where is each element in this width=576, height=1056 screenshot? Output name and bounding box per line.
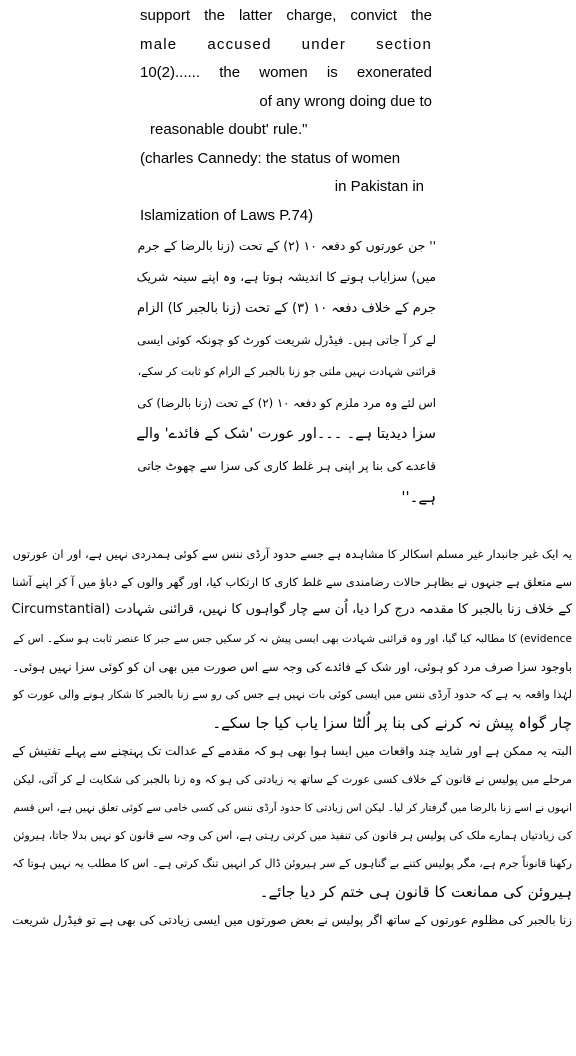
- urdu-quote-line: اس لئے وہ مرد ملزم کو دفعہ ۱۰ (۲) کے تحت (زنا بالرضا) کی: [137, 395, 436, 410]
- urdu-quote-line: جرم کے خلاف دفعہ ۱۰ (۳) کے تحت (زنا بالجبر کا) الزام: [137, 301, 436, 316]
- citation-line: in Pakistan in: [334, 178, 424, 195]
- urdu-quote-line: '' جن عورتوں کو دفعہ ۱۰ (۲) کے تحت (زنا بالرضا کے جرم: [137, 238, 436, 253]
- body-line: رکھنا قانوناً جرم ہے، مگر پولیس کتنے بے گناہوں کے سر ہیروئن ڈال کر انہیں تنگ کرتی ہے۔ اس کا مطلب یہ نہیں ہوتا کہ: [12, 857, 572, 871]
- body-line: کی زیادتیاں ہمارے ملک کی پولیس ہر قانون کی تنفیذ میں کرتی رہتی ہے، اس کی وجہ سے قانون کو نہیں بدلا جاتا، ہیروئن: [13, 828, 572, 842]
- urdu-quote-line: سزا دیدیتا ہے۔ ۔۔۔اور عورت 'شک کے فائدے' والے: [136, 426, 436, 442]
- body-line: سے متعلق ہے جنہوں نے بظاہر حالات رضامندی سے غلط کاری کا ارتکاب کیا، اور گھر والوں کے دباؤ میں آ کر اپنے آشنا: [12, 575, 572, 590]
- paragraph: [2, 737, 572, 906]
- urdu-quote-line: قرائنی شہادت نہیں ملتی جو زنا بالجبر کے الزام کو ثابت کر سکے،: [137, 365, 436, 378]
- quote-line: reasonable doubt' rule.": [150, 121, 308, 138]
- quote-line: 10(2)...... the women is exonerated: [140, 64, 432, 81]
- body-line: البتہ یہ ممکن ہے اور شاید چند واقعات میں ایسا ہوا بھی ہو کہ مقدمے کے عدالت تک پہنچنے سے پہلے تفتیش کے: [12, 744, 572, 759]
- quote-line: support the latter charge, convict the: [140, 7, 432, 24]
- body-line: مرحلے میں پولیس نے قانون کے خلاف کسی عورت کے ساتھ یہ زیادتی کی ہو کہ وہ زنا بالجبر کی شکایت لے کر آئی، لیکن: [13, 772, 572, 786]
- body-line: evidence) کا مطالبہ کیا گیا، اور وہ قرائنی شہادت بھی ایسی پیش نہ کر سکیں جس سے جبر کا عنصر ثابت ہو سکے۔ اس کے: [13, 632, 572, 645]
- citation-line: (charles Cannedy: the status of women: [140, 149, 401, 167]
- urdu-quote-line: لے کر آ جاتی ہیں۔ فیڈرل شریعت کورٹ کو چونکہ کوئی ایسی: [137, 332, 436, 347]
- paragraph: [2, 681, 572, 737]
- body-line: ہیروئن کی ممانعت کا قانون ہی ختم کر دیا جائے۔: [259, 883, 572, 902]
- body-line: یہ ایک غیر جانبدار غیر مسلم اسکالر کا مشاہدہ ہے جسے حدود آرڈی ننس سے کوئی ہمدردی نہیں ہے، اور ان عورتوں: [12, 547, 572, 561]
- body-line: زنا بالجبر کی مظلوم عورتوں کے ساتھ اگر پولیس نے بعض صورتوں میں ایسی زیادتی کی بھی ہے تو فیڈرل شریعت: [12, 913, 572, 928]
- urdu-quote-line: قاعدے کی بنا پر اپنی ہر غلط کاری کی سزا سے چھوٹ جاتی: [137, 458, 436, 473]
- body-line: لہٰذا واقعہ یہ ہے کہ حدود آرڈی ننس میں ایسی کوئی بات نہیں ہے جس کی رو سے زنا بالجبر کا شکار ہونے والی عورت کو: [12, 687, 572, 701]
- body-line: چار گواہ پیش نہ کرنے کی بنا پر اُلٹا سزا یاب کیا جا سکے۔: [212, 714, 572, 733]
- quote-line: male accused under section: [140, 35, 432, 53]
- quote-line: of any wrong doing due to: [259, 92, 432, 110]
- urdu-body-text: [2, 540, 572, 935]
- paragraph: [2, 906, 572, 934]
- urdu-quotation: [132, 230, 436, 514]
- paragraph: [2, 540, 572, 681]
- body-line: کے خلاف زنا بالجبر کا مقدمہ درج کرا دیا، اُن سے چار گواہوں کا نہیں، قرائنی شہادت (Circumstantial: [11, 602, 572, 618]
- urdu-quote-line: ہے۔'': [401, 488, 436, 506]
- citation-line: Islamization of Laws P.74): [140, 206, 314, 224]
- body-line: انہوں نے اسے زنا بالرضا میں گرفتار کر لیا۔ لیکن اس زیادتی کا حدود آرڈی ننس کی کسی خامی سے کوئی تعلق نہیں ہے، اس قسم: [13, 801, 572, 814]
- body-line: باوجود سزا صرف مرد کو ہوئی، اور شک کے فائدے کی وجہ سے اس صورت میں بھی ان کو کوئی سزا نہیں ہوئی۔: [12, 659, 572, 674]
- urdu-quote-line: میں) سزایاب ہونے کا اندیشہ ہوتا ہے، وہ اپنے سینہ شریک: [136, 269, 436, 284]
- english-quotation: [140, 2, 432, 230]
